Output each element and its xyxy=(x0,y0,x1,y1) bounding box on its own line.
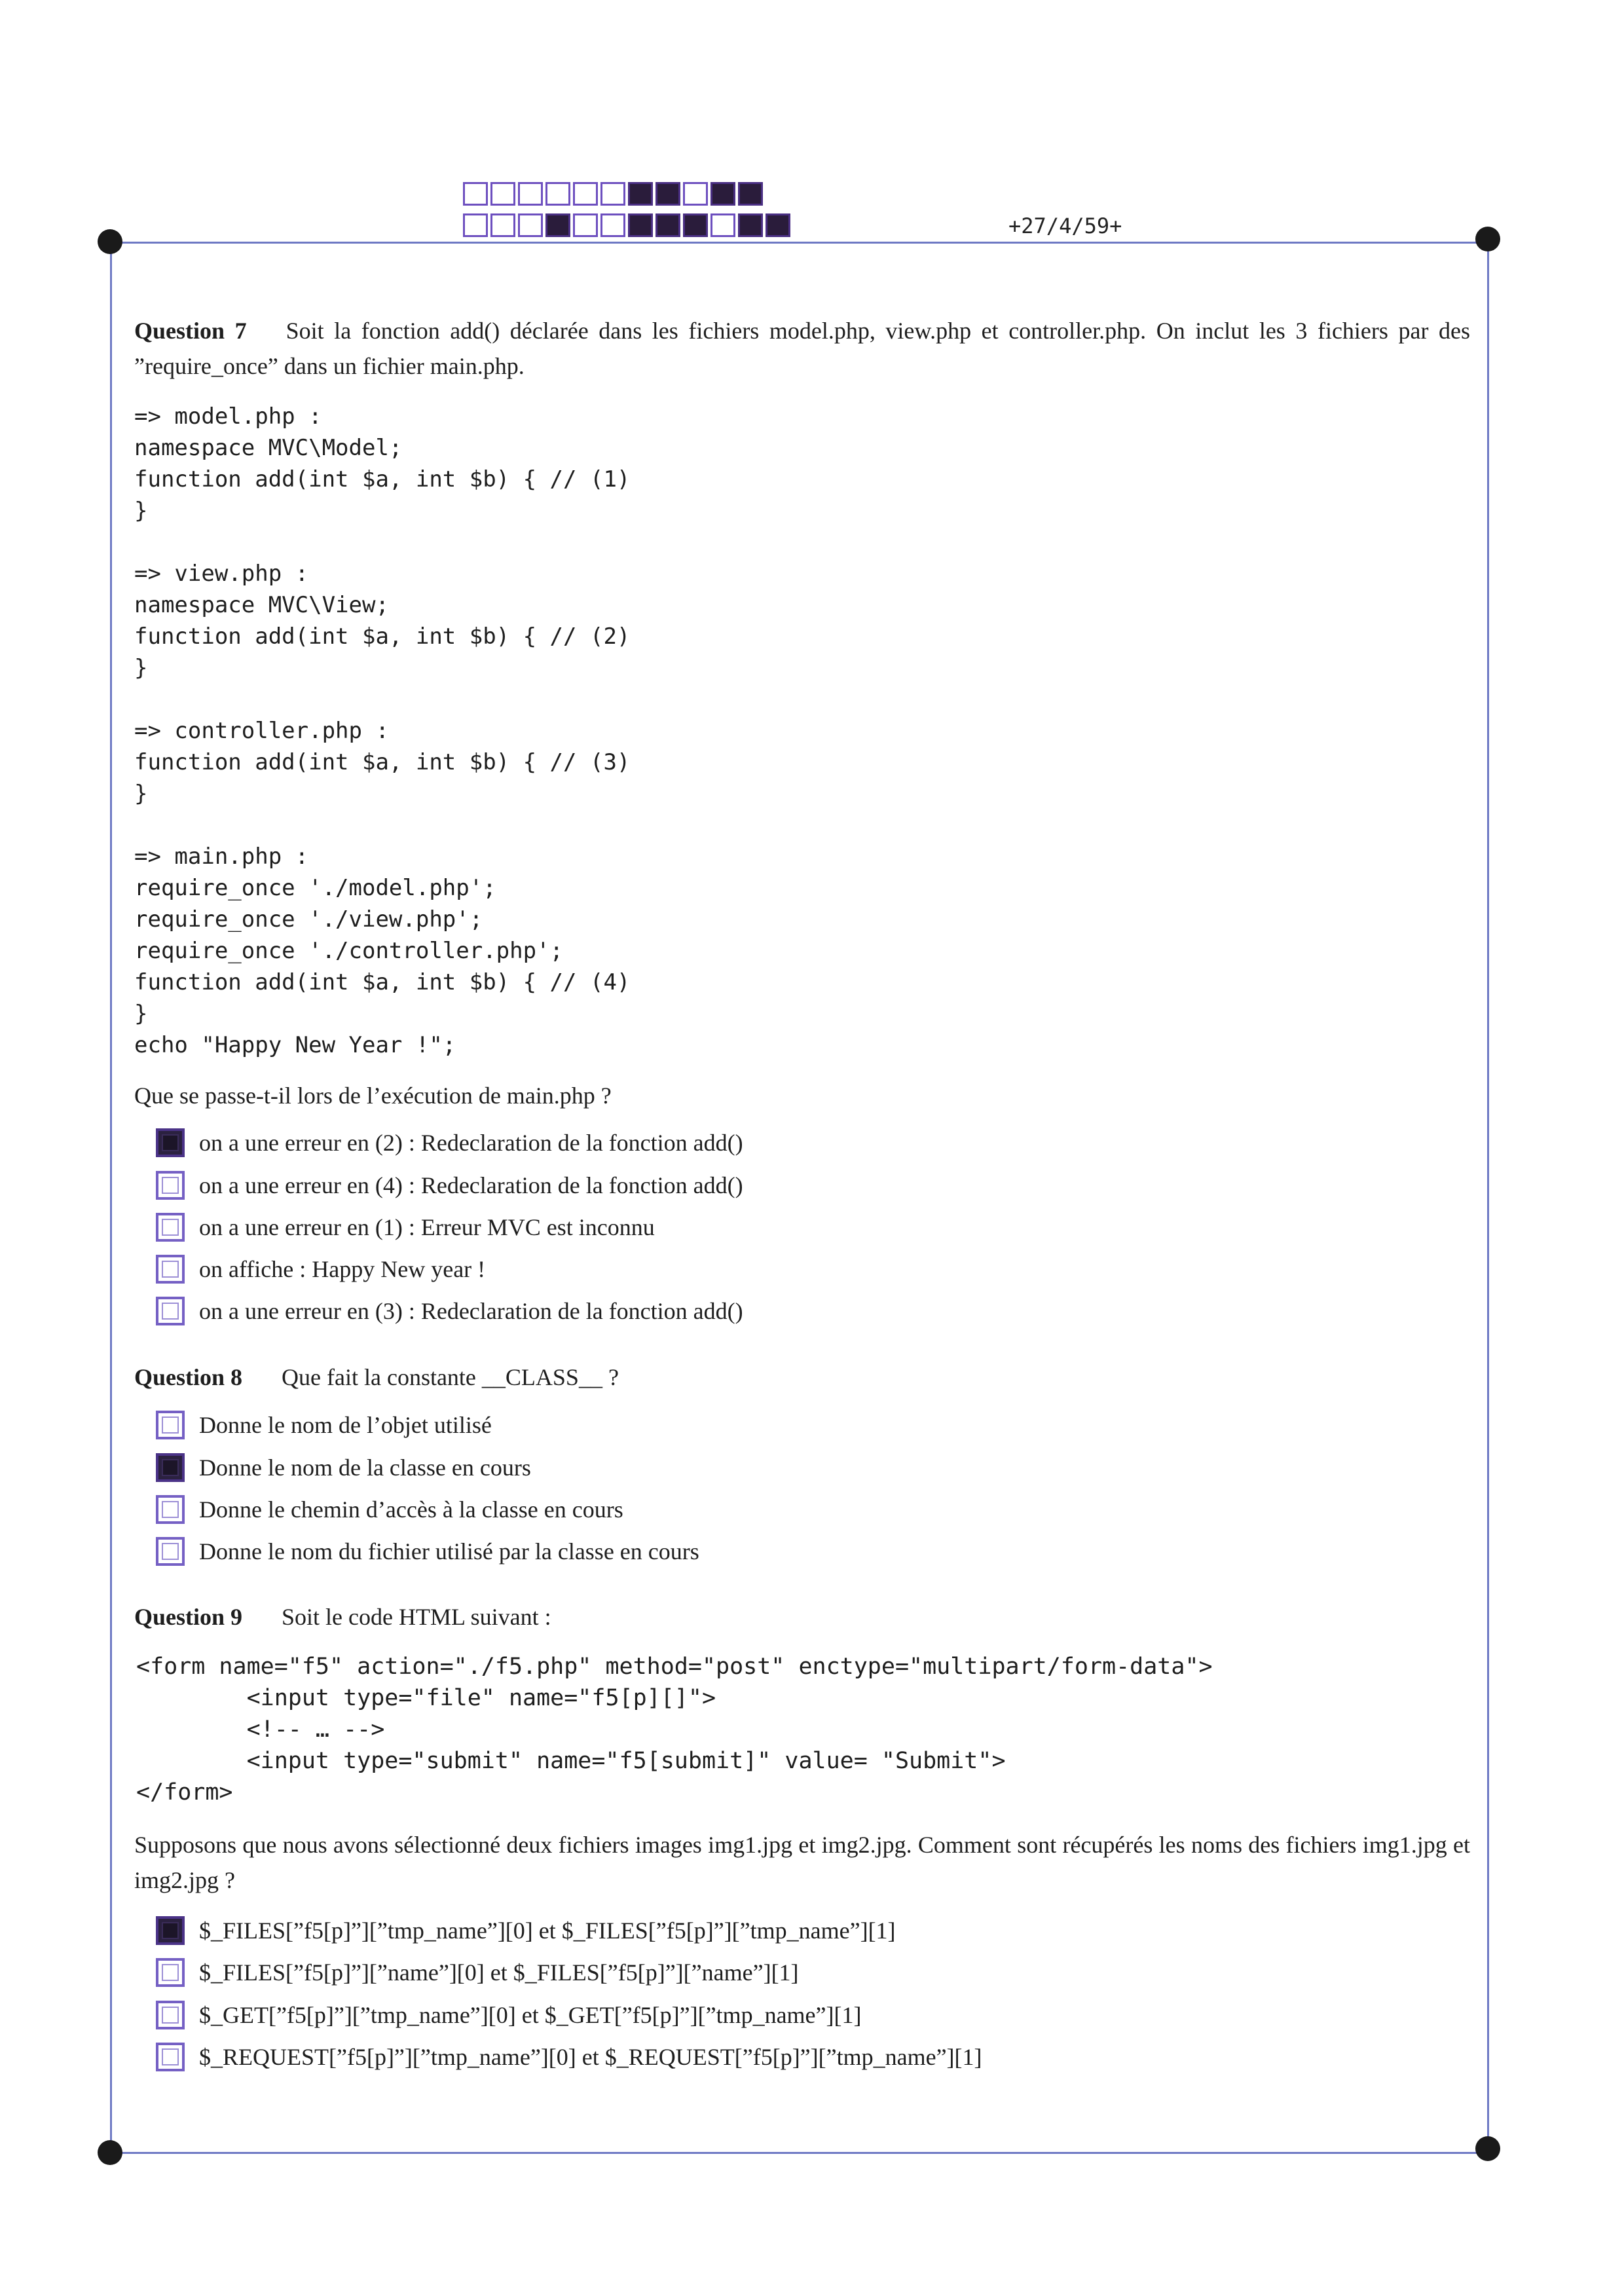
q7-option-1[interactable] xyxy=(156,1128,743,1157)
q9-option-3[interactable] xyxy=(156,2001,861,2029)
bit-cell xyxy=(463,213,488,237)
bit-cell xyxy=(683,182,708,206)
frame-bottom-line xyxy=(110,2152,1489,2154)
corner-mark-bottom-left xyxy=(98,2140,122,2165)
q7-option-4-label: on affiche : Happy New year ! xyxy=(199,1256,486,1282)
question-7-text: Soit la fonction add() déclarée dans les fichiers model.php, view.php et controller.php. On inclut les 3 fichiers par des ”require_once” dans un fichier main.php. xyxy=(134,318,1470,379)
q9-option-1-label: $_FILES[”f5[p]”][”tmp_name”][0] et $_FILES[”f5[p]”][”tmp_name”][1] xyxy=(199,1917,896,1944)
q7-option-1-label: on a une erreur en (2) : Redeclaration de la fonction add() xyxy=(199,1130,743,1156)
bit-cell xyxy=(573,213,598,237)
question-7-code: => model.php : namespace MVC\Model; function add(int $a, int $b) { // (1) } => view.php : namespace MVC\View; function add(int $a, int $b) { // (2) } => controller.php : function add(int $a, int $b) { // (3) } => main.php : require_once './model.php'; require_once './view.php'; require_once './controller.php'; function add(int $a, int $b) { // (4) } echo "Happy New Year !"; xyxy=(134,403,631,1058)
bit-cell xyxy=(738,182,763,206)
q9-option-4-checkbox[interactable] xyxy=(156,2043,185,2071)
q7-option-5-checkbox[interactable] xyxy=(156,1297,185,1325)
q7-option-5[interactable] xyxy=(156,1297,743,1325)
q8-option-3-label: Donne le chemin d’accès à la classe en cours xyxy=(199,1496,623,1523)
q9-option-4[interactable] xyxy=(156,2043,982,2071)
frame-left-line xyxy=(110,242,112,2154)
q8-option-4-label: Donne le nom du fichier utilisé par la classe en cours xyxy=(199,1538,699,1565)
q7-option-5-label: on a une erreur en (3) : Redeclaration de la fonction add() xyxy=(199,1298,743,1324)
bit-cell xyxy=(628,213,653,237)
q9-option-3-checkbox[interactable] xyxy=(156,2001,185,2029)
q8-option-1-label: Donne le nom de l’objet utilisé xyxy=(199,1412,492,1438)
question-7-statement xyxy=(134,313,1470,384)
q8-option-2-checkbox[interactable] xyxy=(156,1453,185,1482)
question-8-text: Que fait la constante __CLASS__ ? xyxy=(282,1364,619,1390)
q7-option-1-checkbox[interactable] xyxy=(156,1128,185,1157)
question-7-title: Question 7 xyxy=(134,318,247,344)
corner-mark-top-right xyxy=(1475,227,1500,251)
q7-option-2[interactable] xyxy=(156,1171,743,1200)
question-8-statement xyxy=(134,1360,1470,1395)
q8-option-3-checkbox[interactable] xyxy=(156,1495,185,1524)
q8-option-3[interactable] xyxy=(156,1495,623,1524)
q8-option-2-label: Donne le nom de la classe en cours xyxy=(199,1454,531,1481)
bit-code-row-2 xyxy=(463,213,790,237)
corner-mark-bottom-right xyxy=(1475,2136,1500,2161)
q8-option-1-checkbox[interactable] xyxy=(156,1411,185,1439)
q7-option-2-label: on a une erreur en (4) : Redeclaration de la fonction add() xyxy=(199,1172,743,1198)
frame-top-line xyxy=(110,242,1489,244)
q9-option-1[interactable] xyxy=(156,1916,896,1945)
q8-option-1[interactable] xyxy=(156,1411,492,1439)
bit-cell xyxy=(490,182,515,206)
corner-mark-top-left xyxy=(98,229,122,254)
bit-cell xyxy=(545,213,570,237)
bit-cell xyxy=(463,182,488,206)
q9-option-2-label: $_FILES[”f5[p]”][”name”][0] et $_FILES[”f5[p]”][”name”][1] xyxy=(199,1959,799,1986)
question-9-title: Question 9 xyxy=(134,1604,243,1630)
bit-cell xyxy=(490,213,515,237)
bit-cell xyxy=(518,213,543,237)
q9-option-4-label: $_REQUEST[”f5[p]”][”tmp_name”][0] et $_REQUEST[”f5[p]”][”tmp_name”][1] xyxy=(199,2044,982,2070)
bit-cell xyxy=(600,182,625,206)
frame-right-line xyxy=(1487,242,1489,2154)
question-8-title: Question 8 xyxy=(134,1364,243,1390)
q7-option-4-checkbox[interactable] xyxy=(156,1255,185,1284)
bit-cell xyxy=(518,182,543,206)
exam-id: +27/4/59+ xyxy=(1008,213,1122,238)
bit-code-row-1 xyxy=(463,182,763,206)
question-7-prompt: Que se passe-t-il lors de l’exécution de main.php ? xyxy=(134,1083,612,1109)
bit-cell xyxy=(655,182,680,206)
bit-cell xyxy=(628,182,653,206)
bit-cell xyxy=(545,182,570,206)
bit-cell xyxy=(600,213,625,237)
question-9-statement xyxy=(134,1599,1470,1635)
q8-option-2[interactable] xyxy=(156,1453,531,1482)
bit-cell xyxy=(573,182,598,206)
q9-option-2[interactable] xyxy=(156,1958,799,1987)
bit-cell xyxy=(766,213,790,237)
bit-cell xyxy=(683,213,708,237)
q9-option-1-checkbox[interactable] xyxy=(156,1916,185,1945)
q7-option-3[interactable] xyxy=(156,1213,655,1242)
bit-cell xyxy=(710,213,735,237)
question-9-prompt: Supposons que nous avons sélectionné deux fichiers images img1.jpg et img2.jpg. Comment sont récupérés les noms des fichiers img1.jpg et img2.jpg ? xyxy=(134,1832,1470,1893)
question-9-text: Soit le code HTML suivant : xyxy=(282,1604,551,1630)
q7-option-2-checkbox[interactable] xyxy=(156,1171,185,1200)
q7-option-3-checkbox[interactable] xyxy=(156,1213,185,1242)
q8-option-4-checkbox[interactable] xyxy=(156,1537,185,1566)
q7-option-3-label: on a une erreur en (1) : Erreur MVC est inconnu xyxy=(199,1214,655,1240)
q7-option-4[interactable] xyxy=(156,1255,485,1284)
question-9-code: <form name="f5" action="./f5.php" method="post" enctype="multipart/form-data"> <input type="file" name="f5[p][]"> <!-- … --> <input type="submit" name="f5[submit]" value= "Submit"> </form> xyxy=(136,1654,1213,1805)
bit-cell xyxy=(710,182,735,206)
q8-option-4[interactable] xyxy=(156,1537,699,1566)
q9-option-2-checkbox[interactable] xyxy=(156,1958,185,1987)
bit-cell xyxy=(655,213,680,237)
bit-cell xyxy=(738,213,763,237)
q9-option-3-label: $_GET[”f5[p]”][”tmp_name”][0] et $_GET[”f5[p]”][”tmp_name”][1] xyxy=(199,2002,862,2028)
